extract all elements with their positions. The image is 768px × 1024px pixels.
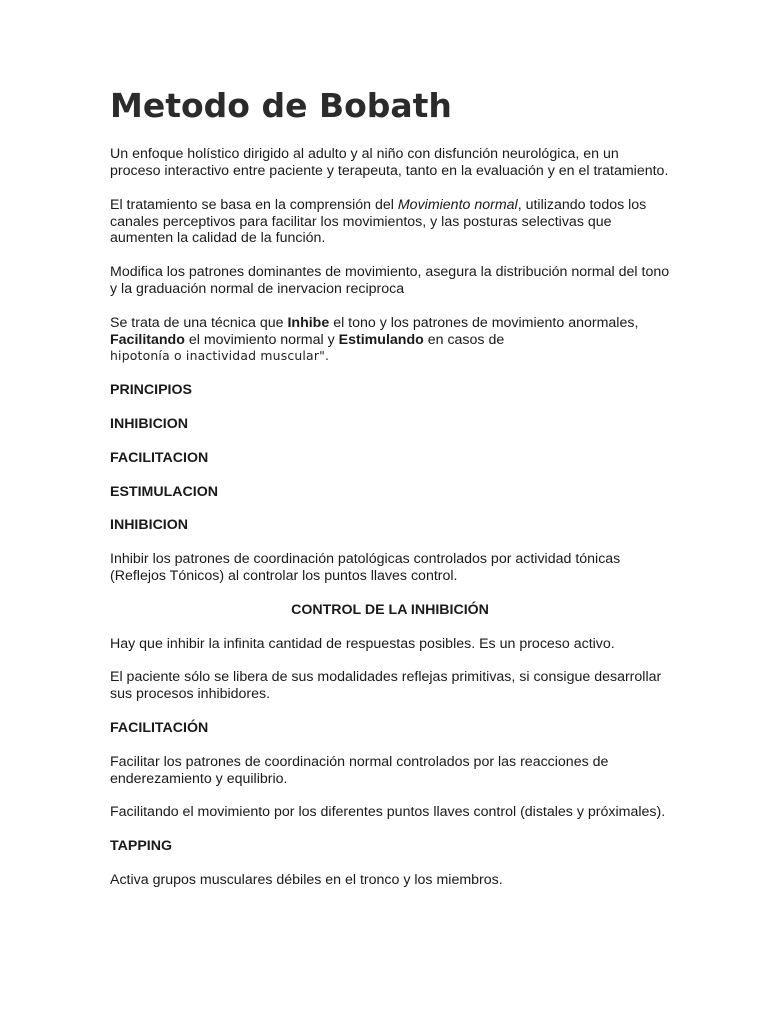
- bold-term: Estimulando: [338, 331, 424, 348]
- heading-facilitacion-section: FACILITACIÓN: [110, 720, 209, 737]
- bold-term: Inhibe: [287, 314, 330, 331]
- heading-control-inhibicion: CONTROL DE LA INHIBICIÓN: [291, 601, 489, 618]
- hay-que-paragraph: Hay que inhibir la infinita cantidad de respuestas posibles. Es un proceso activo.: [110, 635, 615, 652]
- technique-paragraph: [110, 315, 670, 365]
- text-run: en casos de: [423, 331, 505, 348]
- document-title: Metodo de Bobath: [110, 86, 452, 125]
- treatment-paragraph: [110, 197, 670, 247]
- heading-inhibicion-section: INHIBICION: [110, 517, 189, 534]
- facilitando-paragraph: Facilitando el movimiento por los diferentes puntos llaves control (distales y próximales).: [110, 804, 666, 821]
- italic-term: Movimiento normal: [397, 196, 518, 213]
- heading-estimulacion: ESTIMULACION: [110, 483, 218, 500]
- patterns-paragraph: Modifica los patrones dominantes de movimiento, asegura la distribución normal del tono y la graduación normal de inervacion reciproca: [110, 264, 670, 298]
- text-run: , utilizando todos los canales perceptivos para facilitar los movimientos, y las posturas selectivas que aumenten la calidad de la función.: [110, 196, 647, 247]
- heading-principios: PRINCIPIOS: [110, 382, 192, 399]
- text-run: Se trata de una técnica que: [110, 314, 288, 331]
- bold-term: Facilitando: [110, 331, 185, 348]
- heading-inhibicion: INHIBICION: [110, 416, 189, 433]
- activa-paragraph: Activa grupos musculares débiles en el tronco y los miembros.: [110, 872, 503, 889]
- text-run: El tratamiento se basa en la comprensión del: [110, 196, 398, 213]
- document-page: [110, 88, 670, 906]
- paciente-paragraph: El paciente sólo se libera de sus modalidades reflejas primitivas, si consigue desarrollar sus procesos inhibidores.: [110, 669, 662, 703]
- text-run-alt-font: hipotonía o inactividad muscular".: [110, 348, 330, 364]
- intro-paragraph: Un enfoque holístico dirigido al adulto y al niño con disfunción neurológica, en un proceso interactivo entre paciente y terapeuta, tanto en la evaluación y en el tratamiento.: [110, 146, 669, 180]
- text-run: el tono y los patrones de movimiento anormales,: [329, 314, 639, 331]
- heading-tapping: TAPPING: [110, 838, 173, 855]
- facilitar-paragraph: Facilitar los patrones de coordinación normal controlados por las reacciones de enderezamiento y equilibrio.: [110, 753, 609, 787]
- text-run: el movimiento normal y: [184, 331, 339, 348]
- heading-facilitacion: FACILITACION: [110, 449, 209, 466]
- inhibir-paragraph: Inhibir los patrones de coordinación patológicas controlados por actividad tónicas (Reflejos Tónicos) al controlar los puntos llaves control.: [110, 551, 621, 585]
